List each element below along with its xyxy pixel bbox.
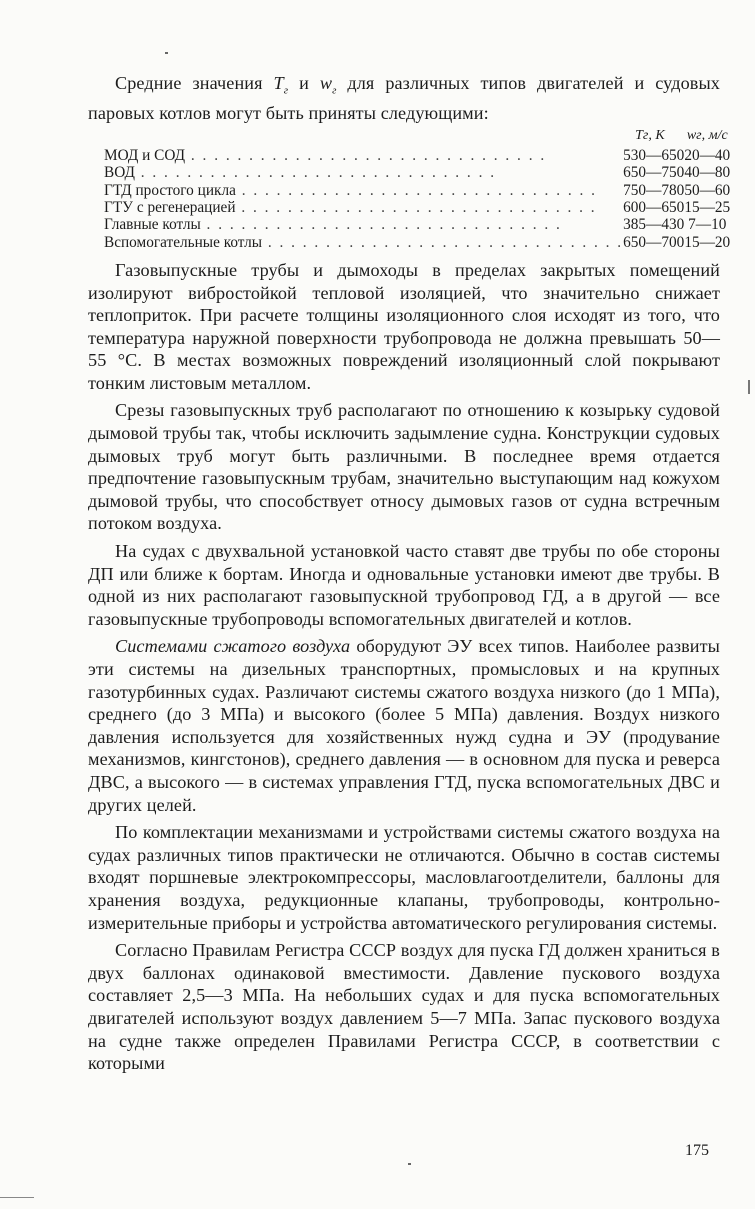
row-name: Главные котлы . . . . . . . . . . . . . . . . . . . . . . . . . . . . . . . xyxy=(104,216,562,234)
table-header xyxy=(104,127,730,147)
row-T: 600—650 xyxy=(623,199,685,217)
table-row xyxy=(104,199,730,216)
row-name: ГТД простого цикла . . . . . . . . . . . . . . . . . . . . . . . . . . . . . . . xyxy=(104,181,597,199)
values-table xyxy=(104,127,730,251)
scan-speck xyxy=(165,52,168,54)
row-T: 530—650 xyxy=(623,147,685,165)
row-w: 15—20 xyxy=(684,233,731,251)
col-header-T: Tг, К xyxy=(635,127,665,143)
paragraph-insulation: Газовыпускные трубы и дымоходы в пределах закрытых помещений изолируют вибростойкой тепловой изоляцией, что значительно снижает теплоприток. При расчете толщины изоляционного слоя исходят из того, что температура наружной поверхности трубопровода не должна превышать 50—55 °С. В местах возможных повреждений изоляционный слой покрывают тонким листовым металлом. xyxy=(88,259,720,393)
paragraph-equipment: По комплектации механизмами и устройствами системы сжатого воздуха на судах различных типов практически не отличаются. Обычно в состав системы входят поршневые электрокомпрессоры, масловлагоотделители, баллоны для хранения воздуха, редукционные клапаны, трубопроводы, контрольно-измерительные приборы и устройства автоматического регулирования системы. xyxy=(88,822,720,933)
scan-edge-mark xyxy=(0,1197,34,1198)
row-w: 7—10 xyxy=(688,216,727,234)
table-row xyxy=(104,182,730,199)
scan-speck xyxy=(408,1163,411,1165)
row-w: 50—60 xyxy=(684,181,731,199)
page-number: 175 xyxy=(685,1142,709,1159)
intro-paragraph: Средние значения $T_г$ и $w_г$ для различных типов двигателей и судовых паровых котлов могут быть приняты следующими: xyxy=(88,73,720,124)
row-name: ВОД . . . . . . . . . . . . . . . . . . . . . . . . . . . . . . . xyxy=(104,164,497,182)
symbol-T: $T_г$ xyxy=(273,73,289,97)
paragraph-compressed-air: Системами сжатого воздуха оборудуют ЭУ всех типов. Наиболее развиты эти системы на дизельных транспортных, промысловых и на крупных газотурбинных судах. Различают системы сжатого воздуха низкого (до 1 МПа), среднего (до 3 МПа) и высокого (более 5 МПа) давления. Воздух низкого давления используется для хозяйственных нужд судна и ЭУ (продувание механизмов, кингстонов), среднего давления — в основном для пуска и реверса ДВС, а высокого — в системах управления ГТД, пуска вспомогательных ДВС и других целей. xyxy=(88,636,720,815)
row-T: 750—780 xyxy=(623,181,685,199)
row-w: 15—25 xyxy=(684,199,731,217)
row-T: 650—750 xyxy=(623,164,685,182)
intro-text: Средние значения xyxy=(115,73,274,93)
col-header-w: wг, м/с xyxy=(686,127,728,143)
row-name: МОД и СОД . . . . . . . . . . . . . . . . . . . . . . . . . . . . . . . xyxy=(104,147,547,165)
scan-edge-mark xyxy=(748,380,750,394)
row-name: ГТУ с регенерацией . . . . . . . . . . . . . . . . . . . . . . . . . . . . . . . xyxy=(104,199,597,217)
row-name: Вспомогательные котлы . . . . . . . . . . . . . . . . . . . . . . . . . . . . . . . xyxy=(104,233,624,251)
table-row xyxy=(104,234,730,251)
term-compressed-air: Системами сжатого воздуха xyxy=(115,636,351,657)
row-T: 385—430 xyxy=(623,216,685,234)
symbol-w: $w_г$ xyxy=(319,73,337,97)
row-w: 20—40 xyxy=(684,147,731,165)
paragraph-register-rules: Согласно Правилам Регистра СССР воздух для пуска ГД должен храниться в двух баллонах одинаковой вместимости. Давление пускового воздуха составляет 2,5—3 МПа. На небольших судах и для пуска вспомогательных двигателей используют воздух давлением 5—7 МПа. Запас пускового воздуха на судне также определен Правилами Регистра СССР, в соответствии с которыми xyxy=(88,940,720,1074)
table-row xyxy=(104,164,730,181)
row-T: 650—700 xyxy=(623,233,685,251)
page-body xyxy=(88,72,731,1075)
intro-rest: для различных типов двигателей и судовых паровых котлов могут быть приняты следующими: xyxy=(88,73,720,124)
table-row xyxy=(104,147,730,164)
paragraph-stacks: Срезы газовыпускных труб располагают по отношению к козырьку судовой дымовой трубы так, чтобы исключить задымление судна. Конструкции судовых дымовых труб могут быть различными. В последнее время отдается предпочтение газовыпускным трубам, значительно выступающим над кожухом дымовой трубы, что способствует относу дымовых газов от судна встречным потоком воздуха. xyxy=(88,400,720,534)
table-row xyxy=(104,216,730,233)
paragraph-two-shafts: На судах с двухвальной установкой часто ставят две трубы по обе стороны ДП или ближе к бортам. Иногда и одновальные установки имеют две трубы. В одной из них располагают газовыпускной трубопровод ГД, а в другой — все газовыпускные трубопроводы вспомогательных двигателей и котлов. xyxy=(88,541,720,629)
row-w: 40—80 xyxy=(684,164,731,182)
